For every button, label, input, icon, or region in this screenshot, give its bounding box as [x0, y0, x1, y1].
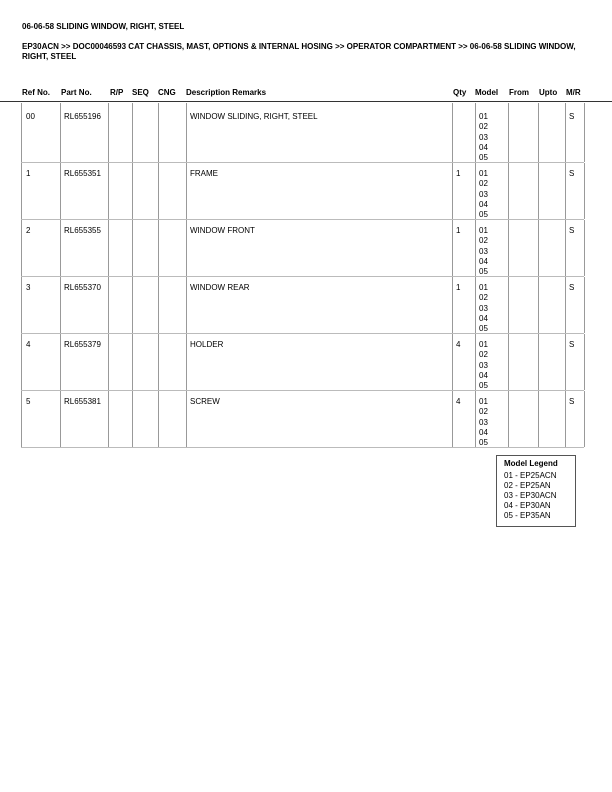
column-divider [508, 277, 509, 333]
column-divider [108, 103, 109, 162]
table-row [21, 277, 584, 334]
column-divider [475, 103, 476, 162]
legend-item: 05 - EP35AN [504, 511, 551, 520]
column-divider [186, 277, 187, 333]
cell-ref-no: 2 [26, 226, 31, 235]
model-code: 05 [479, 267, 488, 277]
model-code: 04 [479, 142, 488, 152]
cell-mr: S [569, 283, 575, 292]
model-code: 02 [479, 236, 488, 246]
column-divider [158, 163, 159, 219]
table-row [21, 163, 584, 220]
column-divider [452, 334, 453, 390]
header-cng: CNG [158, 88, 176, 97]
column-divider [21, 277, 22, 333]
column-divider [60, 103, 61, 162]
model-legend [496, 455, 576, 527]
cell-model [479, 112, 488, 163]
cell-mr: S [569, 340, 575, 349]
header-part-no: Part No. [61, 88, 92, 97]
cell-model [479, 397, 488, 448]
cell-qty: 1 [456, 283, 461, 292]
column-divider [565, 103, 566, 162]
column-divider [132, 163, 133, 219]
cell-part-no: RL655355 [64, 226, 101, 235]
model-code: 01 [479, 226, 488, 235]
cell-description: SCREW [190, 397, 220, 406]
column-divider [108, 277, 109, 333]
legend-item: 02 - EP25AN [504, 481, 551, 490]
model-code: 02 [479, 179, 488, 189]
column-divider [21, 220, 22, 276]
cell-mr: S [569, 112, 575, 121]
model-code: 03 [479, 360, 488, 370]
cell-qty: 4 [456, 340, 461, 349]
cell-part-no: RL655351 [64, 169, 101, 178]
model-code: 02 [479, 407, 488, 417]
column-divider [158, 220, 159, 276]
column-divider [60, 391, 61, 447]
column-divider [21, 391, 22, 447]
column-divider [584, 103, 585, 162]
column-divider [508, 163, 509, 219]
column-divider [186, 391, 187, 447]
model-code: 01 [479, 340, 488, 349]
column-divider [132, 220, 133, 276]
cell-mr: S [569, 226, 575, 235]
column-divider [538, 277, 539, 333]
model-code: 05 [479, 210, 488, 220]
cell-qty: 1 [456, 226, 461, 235]
column-divider [60, 220, 61, 276]
header-qty: Qty [453, 88, 467, 97]
legend-item: 03 - EP30ACN [504, 491, 557, 500]
column-divider [538, 220, 539, 276]
cell-description: WINDOW REAR [190, 283, 250, 292]
header-mr: M/R [566, 88, 581, 97]
column-divider [565, 220, 566, 276]
cell-model [479, 340, 488, 391]
header-ref-no: Ref No. [22, 88, 50, 97]
model-legend-title: Model Legend [504, 459, 558, 468]
parts-table [21, 103, 584, 448]
column-divider [158, 103, 159, 162]
column-divider [538, 163, 539, 219]
model-code: 04 [479, 256, 488, 266]
column-divider [108, 163, 109, 219]
cell-mr: S [569, 169, 575, 178]
table-row [21, 103, 584, 163]
column-divider [186, 163, 187, 219]
model-code: 03 [479, 417, 488, 427]
column-divider [475, 277, 476, 333]
column-divider [186, 103, 187, 162]
column-divider [452, 220, 453, 276]
cell-model [479, 169, 488, 220]
cell-part-no: RL655381 [64, 397, 101, 406]
column-divider [21, 163, 22, 219]
table-row [21, 220, 584, 277]
column-divider [565, 163, 566, 219]
model-code: 04 [479, 370, 488, 380]
header-divider [0, 101, 612, 102]
column-divider [21, 103, 22, 162]
cell-model [479, 283, 488, 334]
column-divider [158, 334, 159, 390]
model-code: 05 [479, 153, 488, 163]
model-code: 05 [479, 381, 488, 391]
table-row [21, 334, 584, 391]
column-divider [475, 163, 476, 219]
column-divider [508, 103, 509, 162]
column-divider [60, 334, 61, 390]
column-divider [584, 163, 585, 219]
header-from: From [509, 88, 529, 97]
column-divider [108, 220, 109, 276]
model-code: 01 [479, 397, 488, 406]
column-divider [158, 277, 159, 333]
column-divider [584, 334, 585, 390]
column-divider [538, 103, 539, 162]
column-divider [584, 220, 585, 276]
cell-ref-no: 4 [26, 340, 31, 349]
model-code: 02 [479, 122, 488, 132]
cell-model [479, 226, 488, 277]
column-divider [508, 220, 509, 276]
cell-part-no: RL655370 [64, 283, 101, 292]
model-code: 03 [479, 132, 488, 142]
model-code: 02 [479, 293, 488, 303]
header-description: Description Remarks [186, 88, 267, 97]
column-divider [538, 334, 539, 390]
column-divider [186, 220, 187, 276]
column-divider [452, 277, 453, 333]
column-divider [186, 334, 187, 390]
breadcrumb: EP30ACN >> DOC00046593 CAT CHASSIS, MAST, OPTIONS & INTERNAL HOSING >> OPERATOR COMPARTMENT >> 06-06-58 SLIDING WINDOW, RIGHT, STEEL [22, 42, 576, 61]
column-divider [108, 391, 109, 447]
column-divider [584, 391, 585, 447]
legend-item: 04 - EP30AN [504, 501, 551, 510]
model-code: 04 [479, 313, 488, 323]
cell-part-no: RL655379 [64, 340, 101, 349]
page-title: 06-06-58 SLIDING WINDOW, RIGHT, STEEL [22, 22, 185, 31]
column-divider [132, 391, 133, 447]
column-divider [565, 391, 566, 447]
column-divider [475, 220, 476, 276]
legend-item: 01 - EP25ACN [504, 471, 557, 480]
cell-part-no: RL655196 [64, 112, 101, 121]
model-code: 01 [479, 283, 488, 292]
cell-qty: 1 [456, 169, 461, 178]
header-seq: SEQ [132, 88, 149, 97]
model-code: 03 [479, 189, 488, 199]
model-code: 04 [479, 199, 488, 209]
cell-mr: S [569, 397, 575, 406]
column-divider [565, 277, 566, 333]
column-divider [538, 391, 539, 447]
column-divider [158, 391, 159, 447]
column-divider [565, 334, 566, 390]
model-code: 05 [479, 438, 488, 448]
header-upto: Upto [539, 88, 558, 97]
column-divider [475, 391, 476, 447]
table-row [21, 391, 584, 448]
cell-description: HOLDER [190, 340, 224, 349]
model-code: 05 [479, 324, 488, 334]
cell-ref-no: 1 [26, 169, 31, 178]
column-divider [475, 334, 476, 390]
model-code: 03 [479, 246, 488, 256]
cell-description: FRAME [190, 169, 218, 178]
model-code: 03 [479, 303, 488, 313]
column-divider [508, 391, 509, 447]
column-divider [60, 163, 61, 219]
column-divider [452, 103, 453, 162]
model-code: 01 [479, 169, 488, 178]
column-divider [452, 163, 453, 219]
header-model: Model [475, 88, 499, 97]
header-rp: R/P [110, 88, 124, 97]
model-code: 01 [479, 112, 488, 121]
column-divider [132, 103, 133, 162]
cell-description: WINDOW SLIDING, RIGHT, STEEL [190, 112, 318, 121]
column-divider [21, 334, 22, 390]
column-divider [60, 277, 61, 333]
model-code: 02 [479, 350, 488, 360]
cell-description: WINDOW FRONT [190, 226, 255, 235]
column-divider [132, 334, 133, 390]
column-divider [584, 277, 585, 333]
cell-ref-no: 3 [26, 283, 31, 292]
cell-ref-no: 5 [26, 397, 31, 406]
column-divider [508, 334, 509, 390]
model-code: 04 [479, 427, 488, 437]
cell-ref-no: 00 [26, 112, 35, 121]
column-divider [108, 334, 109, 390]
column-divider [452, 391, 453, 447]
column-divider [132, 277, 133, 333]
cell-qty: 4 [456, 397, 461, 406]
